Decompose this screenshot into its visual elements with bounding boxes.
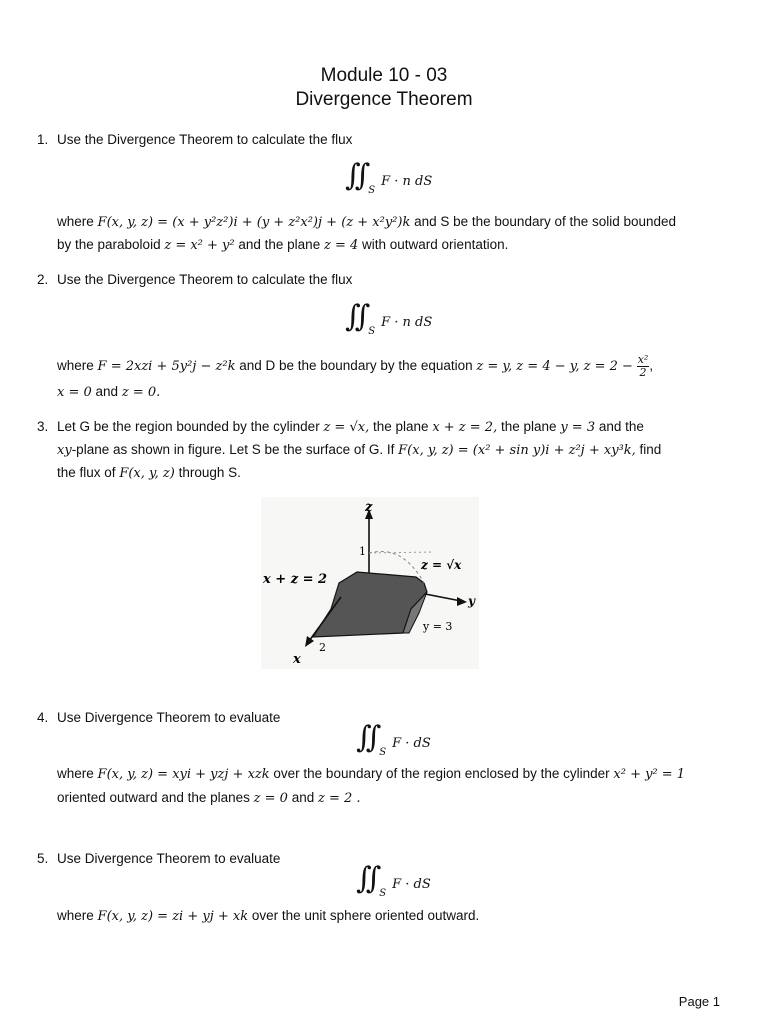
problem-5-intro: Use Divergence Theorem to evaluate xyxy=(57,851,281,866)
problem-1-integral: ∫∫ $_S$F · n dS xyxy=(345,158,433,196)
region-figure-svg xyxy=(261,497,479,669)
problem-2-line-1: where F = 2xzi + 5y²j − z²k and D be the boundary by the equation z = y, z = 4 − y, z = 2 − $\frac{\text{x²}}{2}$, xyxy=(57,353,654,379)
problem-4-line-1: where F(x, y, z) = xyi + yzj + xzk over the boundary of the region enclosed by the cylinder x² + y² = 1 xyxy=(57,766,686,782)
y-arrow-icon xyxy=(457,597,467,606)
problem-4-number: 4. xyxy=(37,710,49,725)
problem-1-line-1: where F(x, y, z) = (x + y²z²)i + (y + z²x²)j + (z + x²y²)k and S be the boundary of the solid bounded xyxy=(57,214,677,230)
problem-1-line-2: by the paraboloid z = x² + y² and the plane z = 4 with outward orientation. xyxy=(57,237,509,253)
label-two: 2 xyxy=(319,641,326,654)
problem-3-line-2: xy-plane as shown in figure. Let S be the surface of G. If F(x, y, z) = (x² + sin y)i + z²j + xy³k, find xyxy=(57,442,662,458)
z-label: z xyxy=(365,500,373,515)
problem-2-number: 2. xyxy=(37,272,49,287)
label-one: 1 xyxy=(359,545,366,558)
problem-3-number: 3. xyxy=(37,419,49,434)
x-label: x xyxy=(293,652,301,667)
title-line-1: Module 10 - 03 xyxy=(320,65,448,86)
problem-5-integral: ∫∫ $_S$F · dS xyxy=(356,861,431,899)
problem-2-intro: Use the Divergence Theorem to calculate the flux xyxy=(57,272,353,287)
surface-label: z = √x xyxy=(421,558,462,572)
top-dashed-line xyxy=(369,552,433,553)
page-number: Page 1 xyxy=(678,994,720,1009)
problem-2-line-2: x = 0 and z = 0. xyxy=(57,384,161,400)
plane-label: x + z = 2 xyxy=(263,572,328,587)
problem-1-intro: Use the Divergence Theorem to calculate the flux xyxy=(57,132,353,147)
problem-3-line-3: the flux of F(x, y, z) through S. xyxy=(57,465,241,481)
problem-3-line-1: Let G be the region bounded by the cylinder z = √x, the plane x + z = 2, the plane y = 3 and the xyxy=(57,419,644,435)
problem-4-line-2: oriented outward and the planes z = 0 and z = 2 . xyxy=(57,790,361,806)
problem-4-intro: Use Divergence Theorem to evaluate xyxy=(57,710,281,725)
x-arrow-icon xyxy=(305,636,314,647)
problem-5-number: 5. xyxy=(37,851,49,866)
problem-5-line-1: where F(x, y, z) = zi + yj + xk over the unit sphere oriented outward. xyxy=(57,908,480,924)
problem-1-number: 1. xyxy=(37,132,49,147)
title-line-2: Divergence Theorem xyxy=(295,89,473,110)
y-label: y xyxy=(468,594,475,608)
problem-4-integral: ∫∫ $_S$F · dS xyxy=(356,720,431,758)
region-figure xyxy=(261,497,479,669)
problem-2-integral: ∫∫ $_S$F · n dS xyxy=(345,299,433,337)
y3-label: y = 3 xyxy=(423,620,453,633)
